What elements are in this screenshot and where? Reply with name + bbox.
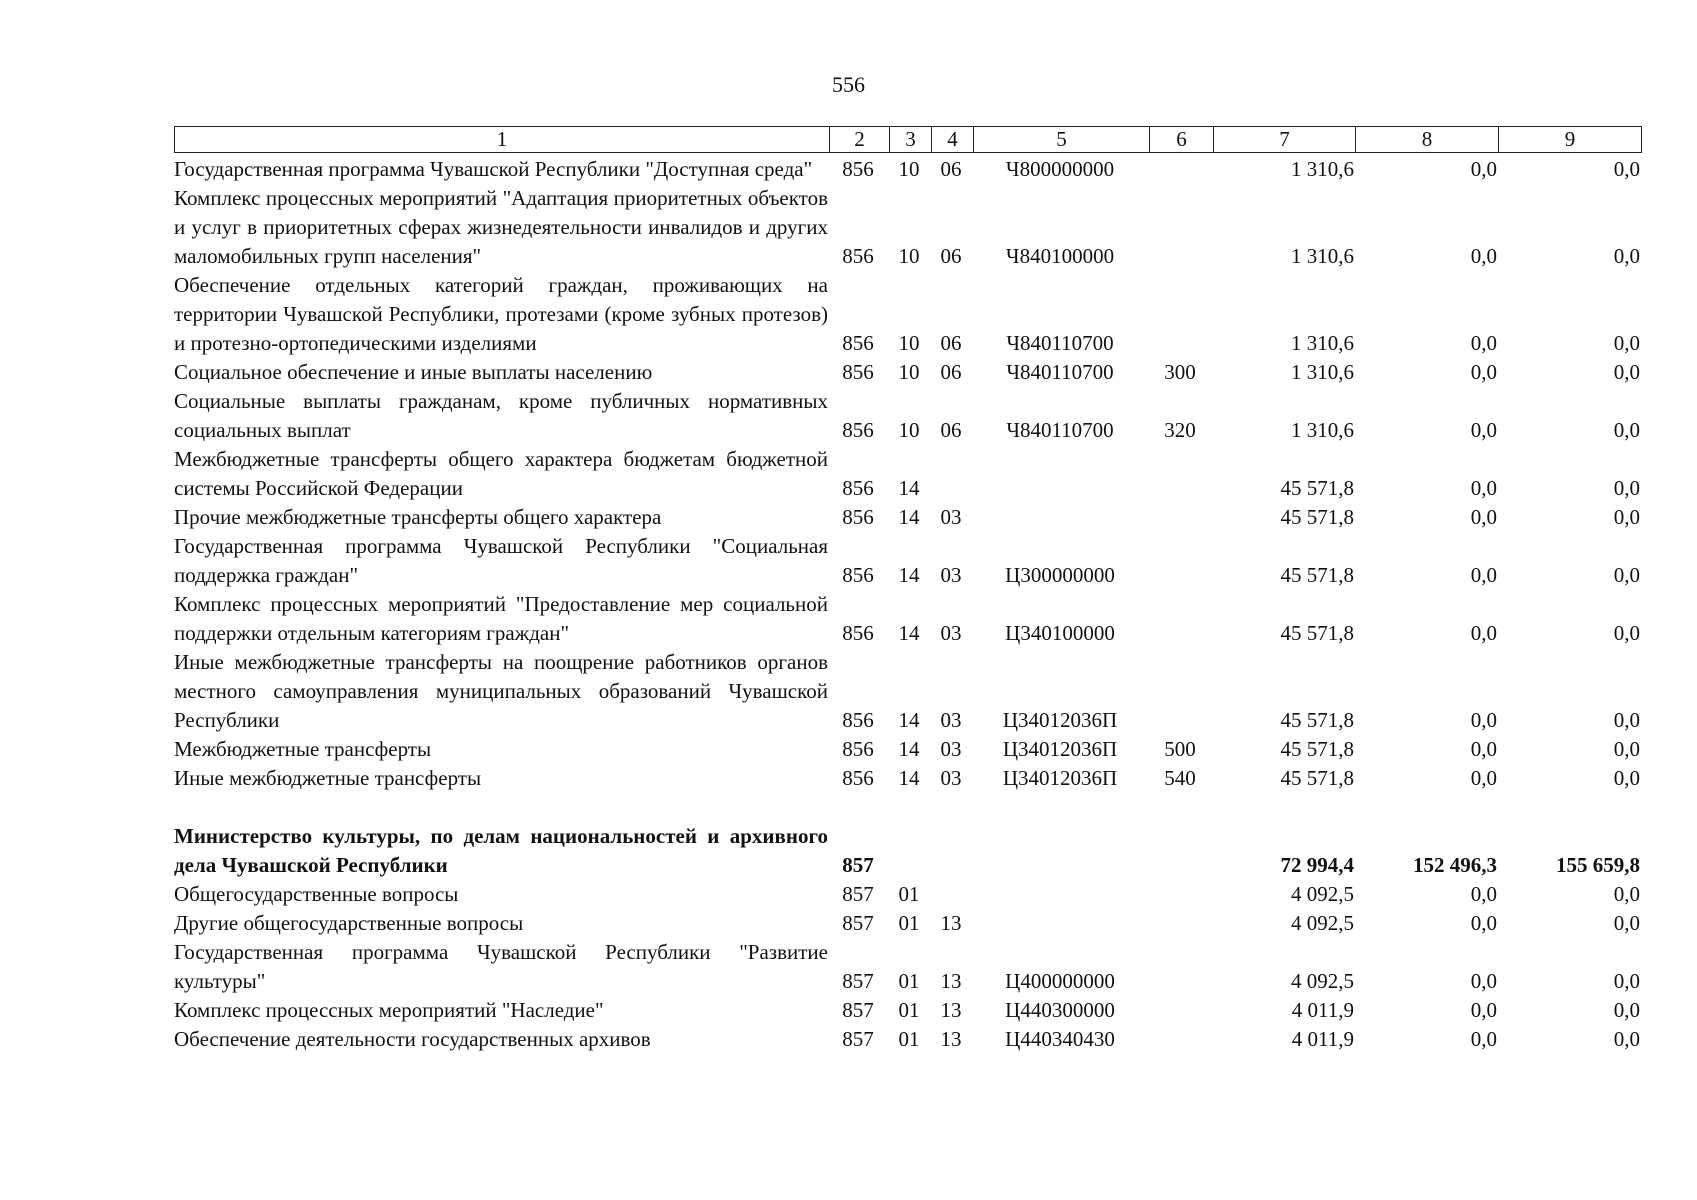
table-row (174, 387, 1640, 445)
row-amount-col7-cell: 4 092,5 (1291, 969, 1354, 993)
row-name-cell: Министерство культуры, по делам национальностей и архивного дела Чувашской Республики (174, 824, 828, 877)
row-section-cell: 14 (898, 476, 920, 500)
row-ministry-code-cell: 857 (842, 1027, 874, 1051)
row-section-cell: 10 (898, 360, 920, 384)
row-ministry-code-cell: 856 (842, 621, 874, 645)
row-name-cell: Общегосударственные вопросы (174, 882, 459, 906)
row-subsection-cell: 06 (940, 360, 962, 384)
row-amount-col7-cell: 45 571,8 (1280, 737, 1354, 761)
row-section-cell: 10 (898, 418, 920, 442)
row-amount-col7-cell: 1 310,6 (1291, 244, 1354, 268)
row-subsection-cell: 06 (940, 331, 962, 355)
row-amount-col7-cell: 4 011,9 (1291, 998, 1354, 1022)
row-amount-col8-cell: 0,0 (1470, 360, 1497, 384)
row-name-cell: Обеспечение деятельности государственных архивов (174, 1027, 651, 1051)
row-subsection-cell: 03 (940, 621, 962, 645)
row-name-cell: Социальное обеспечение и иные выплаты населению (174, 360, 653, 384)
row-section-cell: 10 (898, 157, 920, 181)
row-name-cell: Иные межбюджетные трансферты на поощрение работников органов местного самоуправления муниципальных образований Чувашской Республики (174, 650, 828, 732)
row-amount-col9-cell: 0,0 (1613, 505, 1640, 529)
row-target-article-cell: Ц34012036П (1002, 737, 1118, 761)
row-amount-col8-cell: 0,0 (1470, 998, 1497, 1022)
row-section-cell: 01 (898, 998, 920, 1022)
page-number: 556 (832, 72, 865, 97)
row-section-cell: 14 (898, 737, 920, 761)
row-amount-col7-cell: 4 092,5 (1291, 911, 1354, 935)
table-row (174, 648, 1640, 735)
row-section-cell: 14 (898, 563, 920, 587)
row-target-article-cell: Ц440300000 (1005, 998, 1115, 1022)
row-subsection-cell: 03 (940, 766, 962, 790)
row-section-cell: 14 (898, 505, 920, 529)
row-ministry-code-cell: 856 (842, 331, 874, 355)
row-target-article-cell: Ц400000000 (1005, 969, 1115, 993)
row-amount-col8-cell: 0,0 (1470, 1027, 1497, 1051)
row-amount-col7-cell: 4 092,5 (1291, 882, 1354, 906)
row-ministry-code-cell: 857 (842, 853, 874, 877)
row-amount-col9-cell: 0,0 (1613, 737, 1640, 761)
row-name-cell: Комплекс процессных мероприятий "Предоставление мер социальной поддержки отдельным категориям граждан" (174, 592, 828, 645)
row-name-cell: Межбюджетные трансферты (174, 737, 432, 761)
row-ministry-code-cell: 856 (842, 505, 874, 529)
row-amount-col7-cell: 45 571,8 (1280, 766, 1354, 790)
row-amount-col9-cell: 0,0 (1613, 244, 1640, 268)
table-row (174, 996, 1640, 1025)
column-header-3: 3 (889, 127, 931, 152)
table-row (174, 1025, 1640, 1054)
table-row (174, 532, 1640, 590)
table-header (174, 126, 1642, 153)
row-section-cell: 14 (898, 621, 920, 645)
row-amount-col7-cell: 1 310,6 (1291, 157, 1354, 181)
row-subsection-cell: 06 (940, 418, 962, 442)
row-subsection-cell: 13 (940, 911, 962, 935)
row-amount-col8-cell: 0,0 (1470, 882, 1497, 906)
column-header-1: 1 (496, 127, 508, 151)
column-header-2: 2 (829, 127, 889, 152)
row-name-cell: Обеспечение отдельных категорий граждан, проживающих на территории Чувашской Республики, протезами (кроме зубных протезов) и протезно-ортопедическими изделиями (174, 273, 828, 355)
row-section-cell: 01 (898, 911, 920, 935)
row-expense-type-cell: 320 (1164, 418, 1196, 442)
row-subsection-cell: 13 (940, 998, 962, 1022)
row-amount-col7-cell: 1 310,6 (1291, 360, 1354, 384)
row-ministry-code-cell: 856 (842, 766, 874, 790)
row-amount-col9-cell: 0,0 (1613, 331, 1640, 355)
row-amount-col8-cell: 0,0 (1470, 969, 1497, 993)
table-row (174, 909, 1640, 938)
table-body (174, 155, 1640, 1054)
row-amount-col8-cell: 0,0 (1470, 621, 1497, 645)
row-amount-col8-cell: 0,0 (1470, 911, 1497, 935)
row-subsection-cell: 06 (940, 244, 962, 268)
table-row (174, 880, 1640, 909)
row-section-cell: 14 (898, 708, 920, 732)
row-section-cell: 10 (898, 244, 920, 268)
row-target-article-cell: Ч800000000 (1005, 157, 1115, 181)
row-spacer (174, 793, 1640, 822)
row-amount-col7-cell: 1 310,6 (1291, 331, 1354, 355)
column-header-6: 6 (1149, 127, 1213, 152)
row-ministry-code-cell: 856 (842, 157, 874, 181)
row-amount-col7-cell: 45 571,8 (1280, 708, 1354, 732)
row-amount-col8-cell: 0,0 (1470, 476, 1497, 500)
row-amount-col9-cell: 0,0 (1613, 563, 1640, 587)
row-subsection-cell: 13 (940, 1027, 962, 1051)
row-amount-col8-cell: 0,0 (1470, 157, 1497, 181)
table-row (174, 184, 1640, 271)
column-header-7: 7 (1213, 127, 1355, 152)
row-target-article-cell: Ц34012036П (1002, 766, 1118, 790)
row-amount-col7-cell: 45 571,8 (1280, 505, 1354, 529)
row-target-article-cell: Ц340100000 (1005, 621, 1115, 645)
row-name-cell: Другие общегосударственные вопросы (174, 911, 524, 935)
row-amount-col9-cell: 0,0 (1613, 708, 1640, 732)
row-amount-col7-cell: 45 571,8 (1280, 621, 1354, 645)
row-ministry-code-cell: 857 (842, 882, 874, 906)
row-name-cell: Государственная программа Чувашской Республики "Развитие культуры" (174, 940, 828, 993)
row-subsection-cell: 13 (940, 969, 962, 993)
row-name-cell: Иные межбюджетные трансферты (174, 766, 482, 790)
row-ministry-code-cell: 857 (842, 911, 874, 935)
row-target-article-cell: Ц34012036П (1002, 708, 1118, 732)
row-target-article-cell: Ц440340430 (1005, 1027, 1115, 1051)
row-section-cell: 01 (898, 969, 920, 993)
row-name-cell: Социальные выплаты гражданам, кроме публичных нормативных социальных выплат (174, 389, 828, 442)
row-amount-col9-cell: 0,0 (1613, 998, 1640, 1022)
row-amount-col7-cell: 45 571,8 (1280, 563, 1354, 587)
row-ministry-code-cell: 856 (842, 708, 874, 732)
table-row (174, 590, 1640, 648)
row-amount-col9-cell: 0,0 (1613, 1027, 1640, 1051)
row-subsection-cell: 03 (940, 563, 962, 587)
row-name-cell: Межбюджетные трансферты общего характера бюджетам бюджетной системы Российской Федерации (174, 447, 828, 500)
row-amount-col9-cell: 0,0 (1613, 157, 1640, 181)
column-header-5: 5 (973, 127, 1149, 152)
row-name-cell: Прочие межбюджетные трансферты общего характера (174, 505, 662, 529)
row-name-cell: Комплекс процессных мероприятий "Адаптация приоритетных объектов и услуг в приоритетных сферах жизнедеятельности инвалидов и других маломобильных групп населения" (174, 186, 828, 268)
row-amount-col9-cell: 0,0 (1613, 476, 1640, 500)
row-target-article-cell: Ч840100000 (1005, 244, 1115, 268)
row-expense-type-cell: 540 (1164, 766, 1196, 790)
row-amount-col9-cell: 0,0 (1613, 621, 1640, 645)
row-amount-col9-cell: 0,0 (1613, 882, 1640, 906)
row-section-cell: 14 (898, 766, 920, 790)
row-subsection-cell: 03 (940, 708, 962, 732)
row-amount-col9-cell: 0,0 (1613, 969, 1640, 993)
row-ministry-code-cell: 856 (842, 418, 874, 442)
row-amount-col9-cell: 0,0 (1613, 911, 1640, 935)
row-name-cell: Комплекс процессных мероприятий "Наследие" (174, 998, 604, 1022)
row-ministry-code-cell: 856 (842, 360, 874, 384)
row-ministry-code-cell: 857 (842, 969, 874, 993)
row-expense-type-cell: 300 (1164, 360, 1196, 384)
row-target-article-cell: Ч840110700 (1006, 331, 1114, 355)
row-amount-col8-cell: 152 496,3 (1413, 853, 1497, 877)
row-section-cell: 10 (898, 331, 920, 355)
row-ministry-code-cell: 856 (842, 563, 874, 587)
table-row (174, 358, 1640, 387)
row-section-cell: 01 (898, 882, 920, 906)
row-target-article-cell: Ц300000000 (1005, 563, 1115, 587)
row-amount-col7-cell: 1 310,6 (1291, 418, 1354, 442)
row-target-article-cell: Ч840110700 (1006, 418, 1114, 442)
row-ministry-code-cell: 856 (842, 476, 874, 500)
table-row (174, 503, 1640, 532)
row-name-cell: Государственная программа Чувашской Республики "Социальная поддержка граждан" (174, 534, 828, 587)
row-amount-col8-cell: 0,0 (1470, 331, 1497, 355)
row-amount-col8-cell: 0,0 (1470, 244, 1497, 268)
column-header-8: 8 (1355, 127, 1498, 152)
row-amount-col9-cell: 155 659,8 (1556, 853, 1640, 877)
row-name-cell: Государственная программа Чувашской Республики "Доступная среда" (174, 157, 813, 181)
row-ministry-code-cell: 856 (842, 737, 874, 761)
row-ministry-code-cell: 856 (842, 244, 874, 268)
row-subsection-cell: 03 (940, 505, 962, 529)
table-row (174, 155, 1640, 184)
table-row (174, 764, 1640, 793)
table-row (174, 938, 1640, 996)
row-subsection-cell: 06 (940, 157, 962, 181)
row-amount-col8-cell: 0,0 (1470, 708, 1497, 732)
row-amount-col9-cell: 0,0 (1613, 766, 1640, 790)
row-amount-col8-cell: 0,0 (1470, 505, 1497, 529)
row-amount-col9-cell: 0,0 (1613, 418, 1640, 442)
row-section-cell: 01 (898, 1027, 920, 1051)
table-row (174, 271, 1640, 358)
table-row (174, 445, 1640, 503)
row-amount-col7-cell: 45 571,8 (1280, 476, 1354, 500)
row-ministry-code-cell: 857 (842, 998, 874, 1022)
row-target-article-cell: Ч840110700 (1006, 360, 1114, 384)
table-row (174, 822, 1640, 880)
row-amount-col7-cell: 72 994,4 (1280, 853, 1354, 877)
column-header-4: 4 (931, 127, 973, 152)
row-amount-col7-cell: 4 011,9 (1291, 1027, 1354, 1051)
row-amount-col8-cell: 0,0 (1470, 766, 1497, 790)
row-amount-col8-cell: 0,0 (1470, 563, 1497, 587)
row-subsection-cell: 03 (940, 737, 962, 761)
table-row (174, 735, 1640, 764)
column-header-9: 9 (1498, 127, 1641, 152)
row-amount-col8-cell: 0,0 (1470, 418, 1497, 442)
row-amount-col8-cell: 0,0 (1470, 737, 1497, 761)
row-expense-type-cell: 500 (1164, 737, 1196, 761)
row-amount-col9-cell: 0,0 (1613, 360, 1640, 384)
